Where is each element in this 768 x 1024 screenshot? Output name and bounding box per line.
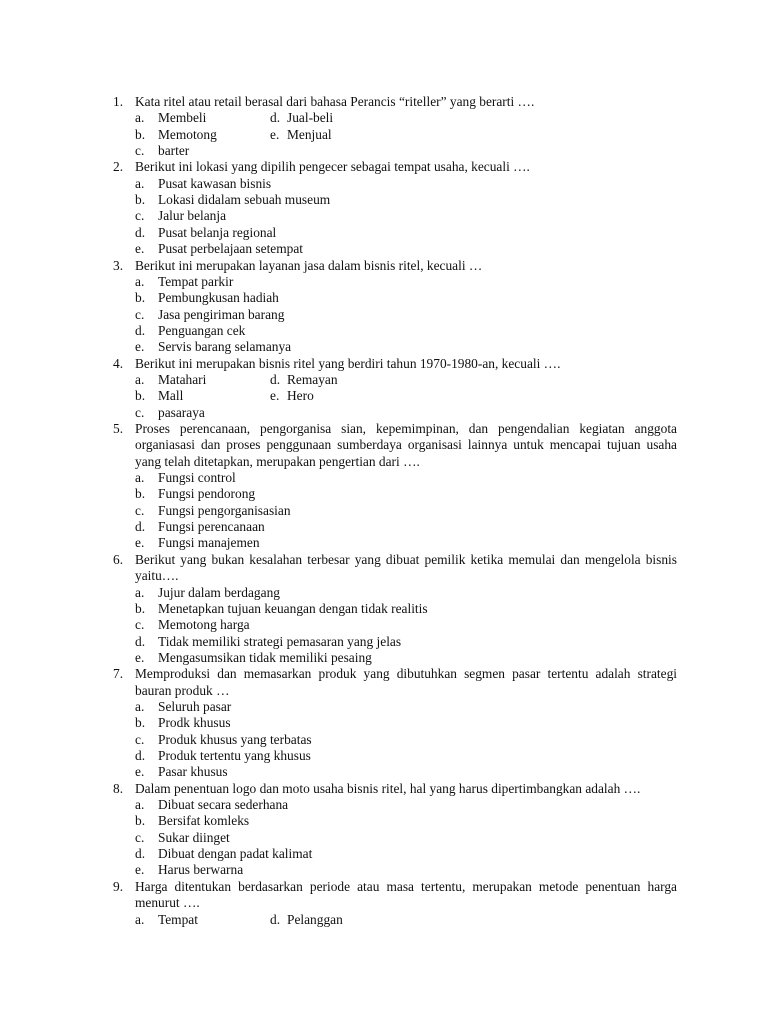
option-row	[0, 388, 768, 404]
question-number: 3.	[113, 257, 124, 273]
option-letter: a.	[135, 797, 145, 813]
option-letter: b.	[135, 126, 146, 142]
option-letter: e.	[135, 649, 145, 665]
option-text: Pusat kawasan bisnis	[158, 175, 272, 191]
option-text: Jujur dalam berdagang	[158, 584, 280, 600]
option-row	[0, 617, 768, 633]
option-row	[0, 127, 768, 143]
question-text: yaitu….	[135, 568, 179, 584]
option-letter: a.	[135, 175, 145, 191]
option-text: Fungsi pengorganisasian	[158, 502, 291, 518]
option-row	[0, 519, 768, 535]
option-text: Fungsi manajemen	[158, 535, 260, 551]
option-row	[0, 912, 768, 928]
question-text: Proses perencanaan, pengorganisa sian, kepemimpinan, dan pengendalian kegiatan anggota	[135, 421, 677, 436]
option-text: Lokasi didalam sebuah museum	[158, 192, 331, 208]
option-text: Jual-beli	[287, 110, 334, 126]
question-line	[0, 159, 768, 175]
option-letter: e.	[135, 339, 145, 355]
option-row	[0, 307, 768, 323]
option-text: Tempat parkir	[158, 273, 234, 289]
option-letter: d.	[135, 633, 146, 649]
option-text: Matahari	[158, 371, 207, 387]
question-line	[0, 552, 768, 568]
option-row	[0, 143, 768, 159]
option-text: Pelanggan	[287, 911, 343, 927]
option-letter: e.	[135, 764, 145, 780]
option-text: Mengasumsikan tidak memiliki pesaing	[158, 649, 372, 665]
option-row	[0, 650, 768, 666]
option-row	[0, 699, 768, 715]
option-row	[0, 830, 768, 846]
option-row	[0, 176, 768, 192]
option-letter: b.	[135, 192, 146, 208]
option-text: Mall	[158, 388, 184, 404]
option-row	[0, 339, 768, 355]
option-text: Tidak memiliki strategi pemasaran yang jelas	[158, 633, 402, 649]
question-number: 2.	[113, 159, 124, 175]
option-text: Bersifat komleks	[158, 813, 250, 829]
question-line	[0, 437, 768, 453]
question-line	[0, 258, 768, 274]
option-row	[0, 470, 768, 486]
question-line	[0, 895, 768, 911]
question-text: Berikut ini merupakan bisnis ritel yang berdiri tahun 1970-1980-an, kecuali ….	[135, 355, 561, 371]
question-text: Dalam penentuan logo dan moto usaha bisnis ritel, hal yang harus dipertimbangkan adalah ….	[135, 780, 641, 796]
option-letter: c.	[135, 731, 145, 747]
option-text: Dibuat dengan padat kalimat	[158, 846, 313, 862]
option-letter: b.	[135, 290, 146, 306]
option-letter: d.	[135, 224, 146, 240]
option-row	[0, 503, 768, 519]
option-letter: a.	[135, 371, 145, 387]
option-text: Remayan	[287, 371, 338, 387]
option-row	[0, 764, 768, 780]
option-row	[0, 715, 768, 731]
option-text: Produk tertentu yang khusus	[158, 748, 311, 763]
option-row	[0, 585, 768, 601]
option-letter: e.	[270, 388, 280, 404]
question-number: 6.	[113, 551, 124, 567]
option-text: Memotong harga	[158, 617, 250, 633]
option-text: Menjual	[287, 126, 332, 142]
option-letter: c.	[135, 404, 145, 420]
question-number: 1.	[113, 94, 124, 109]
question-text: Kata ritel atau retail berasal dari bahasa Perancis “riteller” yang berarti ….	[135, 94, 535, 109]
option-text: Penguangan cek	[158, 322, 246, 338]
option-letter: b.	[135, 600, 146, 616]
option-letter: c.	[135, 306, 145, 322]
question-line	[0, 421, 768, 437]
option-letter: c.	[135, 143, 145, 159]
option-row	[0, 813, 768, 829]
question-number: 9.	[113, 878, 124, 894]
option-letter: a.	[135, 470, 145, 486]
option-text: Servis barang selamanya	[158, 339, 292, 355]
option-letter: b.	[135, 813, 146, 829]
option-letter: b.	[135, 486, 146, 502]
option-letter: a.	[135, 584, 145, 600]
option-text: Sukar diinget	[158, 829, 230, 845]
option-letter: b.	[135, 715, 146, 731]
option-letter: a.	[135, 698, 145, 714]
option-letter: e.	[270, 126, 280, 142]
option-text: Seluruh pasar	[158, 698, 232, 714]
option-row	[0, 862, 768, 878]
option-letter: c.	[135, 502, 145, 518]
question-text: Berikut ini merupakan layanan jasa dalam bisnis ritel, kecuali …	[135, 257, 483, 273]
option-row	[0, 732, 768, 748]
option-letter: d.	[270, 911, 281, 927]
option-letter: e.	[135, 535, 145, 551]
option-text: Jalur belanja	[158, 208, 227, 224]
question-text: organiasasi dan proses penggunaan sumberdaya organisasi lainnya untuk mencapai tujuan usaha	[135, 437, 677, 453]
question-text: Berikut ini lokasi yang dipilih pengecer sebagai tempat usaha, kecuali ….	[135, 159, 530, 175]
option-letter: d.	[135, 748, 146, 763]
question-line	[0, 781, 768, 797]
option-row	[0, 601, 768, 617]
question-line	[0, 568, 768, 584]
option-text: Hero	[287, 388, 314, 404]
option-letter: e.	[135, 862, 145, 878]
option-text: Pembungkusan hadiah	[158, 290, 279, 306]
option-row	[0, 634, 768, 650]
option-letter: c.	[135, 617, 145, 633]
option-row	[0, 535, 768, 551]
option-text: Fungsi pendorong	[158, 486, 256, 502]
question-line	[0, 879, 768, 895]
option-text: Harus berwarna	[158, 862, 244, 878]
question-number: 4.	[113, 355, 124, 371]
option-row	[0, 846, 768, 862]
option-row	[0, 372, 768, 388]
option-letter: a.	[135, 273, 145, 289]
option-letter: c.	[135, 208, 145, 224]
option-row	[0, 274, 768, 290]
option-row	[0, 797, 768, 813]
option-row	[0, 225, 768, 241]
option-row	[0, 110, 768, 126]
question-number: 7.	[113, 666, 124, 682]
option-row	[0, 208, 768, 224]
option-letter: d.	[270, 110, 281, 126]
option-text: Pusat belanja regional	[158, 224, 277, 240]
option-text: Pusat perbelajaan setempat	[158, 241, 304, 257]
question-text: Berikut yang bukan kesalahan terbesar yang dibuat pemilik ketika memulai dan mengelola bisnis	[135, 551, 677, 567]
question-number: 5.	[113, 421, 124, 436]
option-row	[0, 405, 768, 421]
option-text: pasaraya	[158, 404, 205, 420]
option-text: Pasar khusus	[158, 764, 228, 780]
option-letter: a.	[135, 911, 145, 927]
option-letter: d.	[135, 846, 146, 862]
option-text: Tempat	[158, 911, 198, 927]
option-text: Fungsi control	[158, 470, 236, 486]
question-line	[0, 454, 768, 470]
question-text: Memproduksi dan memasarkan produk yang dibutuhkan segmen pasar tertentu adalah strategi	[135, 666, 677, 682]
option-row	[0, 192, 768, 208]
option-text: Produk khusus yang terbatas	[158, 731, 312, 747]
option-letter: c.	[135, 829, 145, 845]
question-line	[0, 94, 768, 110]
option-text: Memotong	[158, 126, 217, 142]
option-letter: d.	[135, 322, 146, 338]
option-text: Dibuat secara sederhana	[158, 797, 289, 813]
question-line	[0, 356, 768, 372]
question-number: 8.	[113, 780, 124, 796]
option-letter: a.	[135, 110, 145, 126]
question-text: Harga ditentukan berdasarkan periode atau masa tertentu, merupakan metode penentuan harga	[135, 878, 677, 894]
option-text: Menetapkan tujuan keuangan dengan tidak realitis	[158, 600, 428, 616]
question-text: menurut ….	[135, 895, 200, 911]
option-row	[0, 241, 768, 257]
question-line	[0, 683, 768, 699]
question-text: bauran produk …	[135, 682, 230, 698]
option-letter: e.	[135, 241, 145, 257]
option-text: Jasa pengiriman barang	[158, 306, 285, 322]
option-letter: d.	[270, 371, 281, 387]
option-text: Membeli	[158, 110, 207, 126]
option-text: barter	[158, 143, 190, 159]
option-row	[0, 290, 768, 306]
question-line	[0, 666, 768, 682]
option-row	[0, 486, 768, 502]
question-text: yang telah ditetapkan, merupakan pengertian dari ….	[135, 453, 420, 469]
option-row	[0, 323, 768, 339]
option-text: Fungsi perencanaan	[158, 519, 265, 535]
option-letter: d.	[135, 519, 146, 535]
option-row	[0, 748, 768, 764]
option-letter: b.	[135, 388, 146, 404]
option-text: Prodk khusus	[158, 715, 231, 731]
